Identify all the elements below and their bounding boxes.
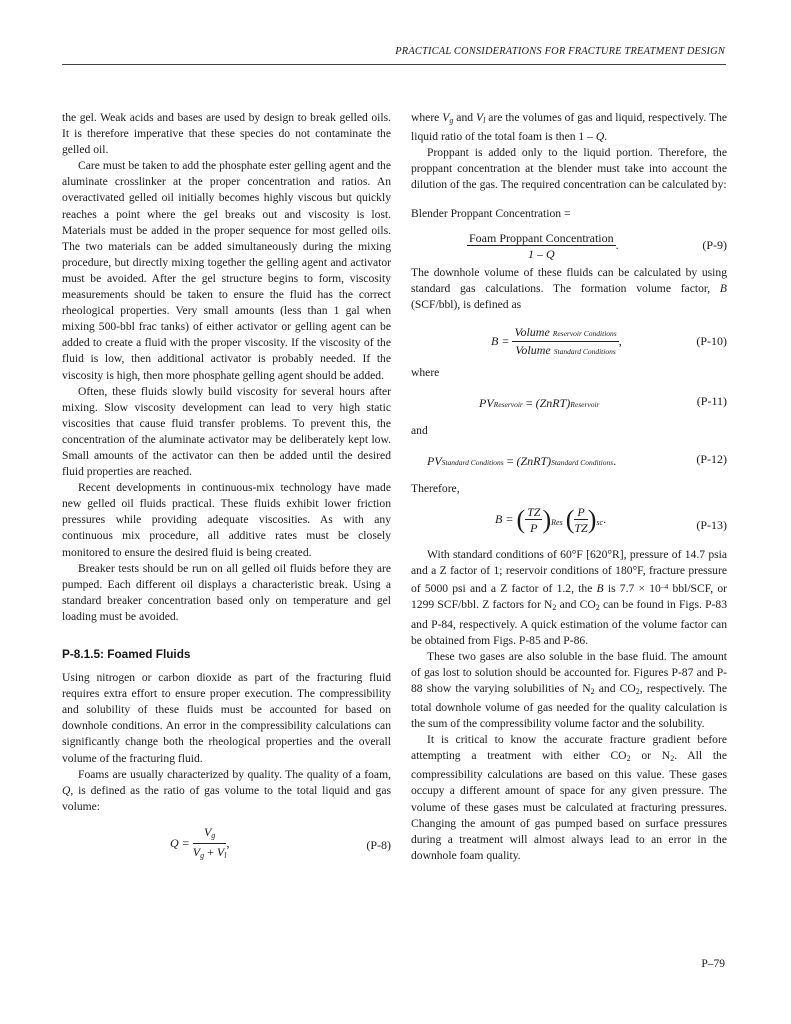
- eq-rhs: (ZnRT): [535, 395, 571, 410]
- eq-denominator: 1 – Q: [527, 246, 555, 261]
- eq-var: PV: [479, 395, 494, 410]
- paren-open: (: [516, 505, 526, 535]
- eq-sub: Reservoir: [493, 399, 523, 409]
- eq-sub: Standard Conditions: [441, 458, 504, 468]
- paragraph: Therefore,: [411, 482, 460, 496]
- text-run: or N: [641, 749, 671, 763]
- text-run: It is critical to know the accurate fracture gradient before attempting a treatment with either CO: [411, 733, 727, 763]
- eq-sub: g: [200, 850, 205, 860]
- paragraph: [411, 649, 727, 732]
- eq-sub: Res: [551, 517, 563, 527]
- equation-number: (P-11): [696, 393, 727, 408]
- eq-sub: Reservoir Conditions: [552, 328, 617, 338]
- exponent: –4: [660, 582, 669, 592]
- variable-b: B: [596, 582, 604, 596]
- equation-p12: [411, 449, 727, 481]
- text-run: (SCF/bbl), is defined as: [411, 297, 522, 311]
- eq-tail: .: [613, 454, 617, 469]
- equation-fraction: [574, 505, 587, 535]
- paragraph: [411, 265, 727, 313]
- eq-var: Volume: [515, 342, 551, 357]
- right-column: [411, 110, 727, 864]
- eq-var: V: [203, 824, 212, 839]
- text-run: bbl/SCF, or 1299 SCF/bbl. Z factors for N: [411, 582, 727, 612]
- text-run: , is defined as the ratio of gas volume to the total liquid and gas volume:: [62, 783, 391, 813]
- text-run: can be found in Figs. P-83 and P-84, respectively. A quick estimation of the volume factor can be obtained from Figs. P-85 and P-86.: [411, 598, 727, 647]
- eq-sub: g: [449, 116, 454, 125]
- text-run: The downhole volume of these fluids can be calculated by using standard gas calculations. The formation volume factor,: [411, 265, 727, 295]
- text-run: , respectively. The total downhole volume of gas needed for the quality calculation is the sum of the compressibility volume factor and the solubility.: [411, 681, 727, 731]
- equation-lhs: B =: [495, 511, 514, 526]
- eq-denominator: P: [530, 521, 538, 536]
- eq-tail: ,: [618, 333, 622, 348]
- page-number: P–79: [701, 958, 725, 970]
- text-run: are the volumes of gas and liquid, respectively. The liquid ratio of the total foam is then 1 –: [411, 111, 728, 144]
- equation-p11: [411, 391, 727, 423]
- paren-close: ): [542, 505, 552, 535]
- eq-var: Volume: [514, 324, 550, 339]
- text-run: where: [411, 111, 440, 124]
- text-run: .: [604, 130, 608, 144]
- equation-lhs: B =: [491, 333, 510, 348]
- text-run: Foams are usually characterized by quality. The quality of a foam,: [78, 767, 391, 781]
- eq-numerator: P: [574, 505, 587, 520]
- text-run: . All the compressibility calculations are based on this value. These gases occupy a different amount of space for any given pressure. The volume of these gases must be calculated at fracturing pressures. Changing the amount of gas pumped based on surface pressures during a treatment will almost always lead to an error in the downhole foam quality.: [411, 749, 727, 862]
- eq-sub: Standard Conditions: [551, 458, 614, 468]
- eq-sub: g: [211, 830, 216, 840]
- paragraph: the gel. Weak acids and bases are used by design to break gelled oils. It is therefore imperative that these species do not contaminate the gelled oil.: [62, 111, 391, 157]
- variable-q: Q: [595, 130, 605, 144]
- equation-p8: [62, 825, 391, 863]
- eq-var: PV: [427, 454, 442, 469]
- equation-p13: [411, 503, 727, 547]
- text-run: and CO: [598, 681, 636, 695]
- subscript: 2: [670, 754, 675, 764]
- eq-tail: ,: [226, 835, 230, 850]
- eq-var: V: [216, 844, 225, 859]
- equation-p9: [411, 231, 727, 265]
- paragraph: [411, 732, 727, 864]
- paren-close: ): [587, 505, 597, 535]
- paragraph: Care must be taken to add the phosphate ester gelling agent and the aluminate crosslinker at the proper concentration and ratios. An overactivated gelled oil initially becomes highly viscous but quickly reaches a point where the gel breaks out and viscosity is lost. Materials must be added in the proper sequence for most gelled oils. The two materials can be added simultaneously during the mixing procedure, but directly mixing together the gelling agent and activator must be avoided. After the gel structure begins to form, viscosity measurements should be taken to ensure the fluid has the correct rheological properties. Very small amounts (less than 1 gal when mixing 500-bbl frac tanks) of either activator or gelling agent can be added to create a fluid with the proper viscosity. If the viscosity of the fluid is low, then additional activator is probably needed. If the viscosity is high, then more phosphate gelling agent should be added.: [62, 159, 391, 382]
- header-rule: [62, 64, 726, 65]
- eq-tail: .: [603, 511, 607, 526]
- paragraph: [62, 767, 391, 815]
- paragraph: where: [411, 365, 440, 379]
- equation-fraction: [467, 231, 616, 261]
- equation-number: (P-13): [696, 518, 727, 533]
- eq-op: =: [522, 395, 536, 410]
- paragraph: Breaker tests should be run on all gelled oil fluids before they are pumped. Each different oil displays a characteristic break. Using a standard breaker concentration based only on temperature and gel loading must be avoided.: [62, 561, 391, 623]
- eq-sub: Standard Conditions: [553, 346, 616, 356]
- eq-numerator: Foam Proppant Concentration: [469, 230, 614, 245]
- running-title: PRACTICAL CONSIDERATIONS FOR FRACTURE TREATMENT DESIGN: [395, 46, 725, 57]
- eq-tail: .: [615, 237, 619, 252]
- paragraph: Using nitrogen or carbon dioxide as part of the fracturing fluid requires extra effort to ensure proper execution. The compressibility and solubility of these fluids must be accounted for based on downhole conditions. An error in the compressibility calculations can significantly change both the rheological properties and the overall volume of the fracturing fluid.: [62, 671, 391, 765]
- subscript: 2: [590, 686, 595, 696]
- equation-lhs: Q =: [170, 835, 190, 850]
- subscript: 2: [635, 686, 640, 696]
- paragraph: Recent developments in continuous-mix technology have made new gelled oil fluids practical. These fluids exhibit lower friction pressures while providing adequate viscosities. As with any continuous mix procedure, all additive rates must be closely monitored to ensure the desired fluid is being created.: [62, 481, 391, 559]
- eq-var: V: [442, 111, 450, 124]
- equation-number: (P-8): [366, 837, 391, 852]
- subscript: 2: [595, 603, 600, 613]
- paragraph: [411, 547, 727, 649]
- paren-open: (: [565, 505, 575, 535]
- text-run: and CO: [559, 598, 596, 612]
- text-run: is 7.7 × 10: [607, 582, 661, 596]
- paragraph: Often, these fluids slowly build viscosity for several hours after mixing. Slow viscosity development can lead to very high static viscosities that cause fluid transfer problems. To prevent this, the concentration of the aluminate activator may be deliberately kept low. Small amounts of the activator can then be added until the desired fluid properties are reached.: [62, 384, 391, 479]
- eq-sub: Reservoir: [570, 399, 600, 409]
- left-column: [62, 110, 391, 863]
- eq-sub: l: [483, 116, 486, 125]
- eq-var: V: [192, 844, 201, 859]
- paragraph: and: [411, 423, 428, 437]
- paragraph: [411, 110, 727, 145]
- equation-number: (P-9): [702, 237, 727, 252]
- variable-b: B: [719, 281, 727, 295]
- equation-fraction: [525, 505, 542, 535]
- subscript: 2: [626, 754, 631, 764]
- eq-denominator: TZ: [574, 521, 588, 536]
- text-run: These two gases are also soluble in the base fluid. The amount of gas lost to solution should be accounted for. Figures P-87 and P-88 show the varying solubilities of N: [411, 649, 727, 695]
- equation-label: Blender Proppant Concentration =: [411, 207, 571, 221]
- text-run: With standard conditions of 60°F [620°R], pressure of 14.7 psia and a Z factor of 1; reservoir conditions of 180°F, fracture pressure of 5000 psi and a Z factor of 1.2, the: [411, 548, 727, 596]
- equation-fraction: [512, 325, 618, 359]
- text-run: and: [456, 111, 474, 124]
- eq-op: +: [204, 844, 217, 859]
- eq-var: V: [475, 111, 484, 124]
- eq-numerator: TZ: [527, 505, 541, 520]
- equation-p10: [411, 321, 727, 365]
- equation-fraction: [192, 824, 230, 863]
- equation-number: (P-10): [696, 333, 727, 348]
- equation-number: (P-12): [696, 452, 727, 467]
- paragraph: Proppant is added only to the liquid portion. Therefore, the proppant concentration at the blender must take into account the dilution of the gas. The required concentration can be calculated by:: [411, 146, 727, 192]
- section-heading: P-8.1.5: Foamed Fluids: [62, 647, 191, 661]
- variable-q: Q: [62, 783, 71, 797]
- eq-sub: l: [224, 850, 227, 860]
- subscript: 2: [552, 603, 557, 613]
- eq-op: =: [503, 454, 517, 469]
- eq-sub: sc: [596, 517, 604, 527]
- eq-rhs: (ZnRT): [516, 454, 552, 469]
